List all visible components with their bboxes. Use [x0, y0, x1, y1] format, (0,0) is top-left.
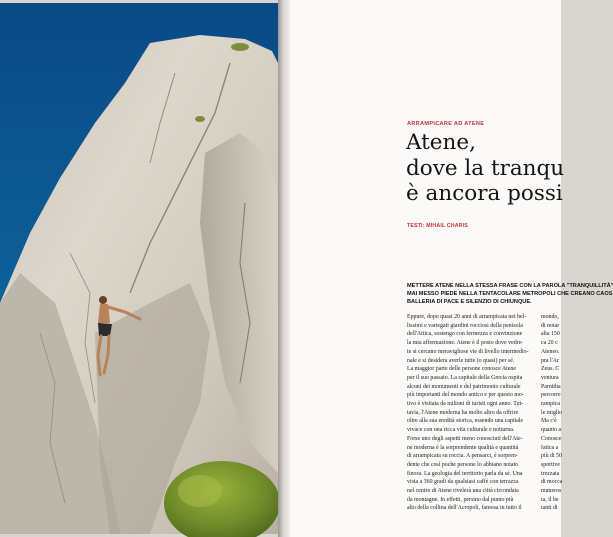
body-text-line: di notar [541, 322, 560, 329]
body-text-line: lissimi e variegati giardini rocciosi della penisola [407, 322, 523, 329]
standfirst-line: MAI MESSO PIEDE NELLA TENTACOLARE METROPOLI CHE CREANO CAOS [407, 291, 613, 298]
headline-line: Atene, [406, 130, 476, 155]
body-text-line: fatica a [541, 444, 559, 451]
body-text-line: Zeus. C [541, 366, 560, 373]
standfirst-line: BALLERIA DI PACE E SILENZIO DI CHIUNQUE. [407, 299, 532, 306]
body-text-line: oltre alla sua eredità storica, essendo una capitale [407, 418, 524, 425]
body-text-line: numeros [541, 488, 562, 495]
body-text-line: ne moderna è la sorprendente qualità e quantità [407, 444, 519, 451]
body-text-line: Ateneo. [541, 348, 560, 355]
body-text-line: tivo è visitata da milioni di turisti ogni anno. Tut- [407, 401, 524, 408]
climbing-photo [0, 3, 278, 534]
body-text-line: te si cercano meravigliose vie di livello intermedio- [407, 348, 529, 355]
body-text-line: ta, il be [541, 496, 559, 503]
body-text-line: dell'Attica, sostengo con fermezza e convinzione [407, 331, 523, 338]
body-text-line: sportive [541, 461, 560, 468]
body-text-line: più di 50 [541, 453, 562, 460]
page-gutter [278, 0, 290, 537]
body-text-line: finora. La geologia del territorio parla da sé. Una [407, 470, 523, 477]
headline-line: è ancora possi [406, 181, 563, 206]
body-text-line: nel centro di Atene rivelerà una città circondata [407, 488, 519, 495]
body-text-line: più importanti del mondo antico e per questo mo- [407, 392, 524, 399]
standfirst [407, 282, 613, 307]
body-text-line: Eppure, dopo quasi 20 anni di arrampicata nei bel- [407, 314, 527, 320]
body-text-line: trezzata [541, 470, 560, 477]
body-text-line: di arrampicata su roccia. A pensarci, è sorpren- [407, 453, 518, 460]
headline-line: dove la tranqu [406, 155, 565, 181]
body-text-line: tanti di [541, 505, 558, 512]
body-text-line: nale e si desidera averle tutte (o quasi) per sé. [407, 357, 515, 364]
body-text-line: Forse uno degli aspetti meno conosciuti dell'Ate- [407, 435, 523, 442]
body-text-line: ventura [541, 374, 559, 381]
body-text-line: per il suo passato. La capitale della Grecia ospita [407, 374, 523, 381]
body-text-line: Parnitha [541, 383, 561, 390]
body-text-line: alcuni dei monumenti e del patrimonio culturale [407, 383, 521, 390]
body-text-line: da montagne. In effetti, persino dal punto più [407, 496, 514, 503]
body-text-line: dente che così poche persone lo abbiano notato [407, 461, 519, 468]
body-text-line: Ma c'è [541, 418, 557, 425]
body-text-line: alta 150 [541, 331, 560, 338]
body-text-line: le miglio [541, 409, 563, 416]
section-kicker: ARRAMPICARE AD ATENE [407, 121, 485, 127]
body-column-1 [407, 313, 533, 513]
body-text-line: vista a 360 gradi da qualsiasi caffè con terrazza [407, 479, 519, 486]
article-page [290, 0, 613, 537]
body-text-line: alto della collina dell'Acropoli, famosa in tutto il [407, 505, 522, 512]
body-text-line: Conosce [541, 435, 562, 442]
body-text-line: vivace con una ricca vita culturale e notturna. [407, 427, 515, 434]
body-text-line: quanto a [541, 427, 562, 434]
body-text-line: mondo, [541, 314, 559, 320]
body-column-2 [541, 313, 581, 513]
body-text-line: tavia, l'Atene moderna ha molto altro da offrire [407, 409, 519, 416]
body-text-line: pra l'Ar [541, 357, 559, 364]
body-text-line: percorre [541, 392, 561, 399]
body-text-line: di mocca [541, 479, 563, 486]
article-headline [406, 130, 564, 207]
body-text-line: la mia affermazione. Atene è il posto dove vedre- [407, 340, 524, 347]
standfirst-line: METTERE ATENE NELLA STESSA FRASE CON LA PAROLA "TRANQUILLITÀ" [407, 283, 613, 289]
body-text-line: rampica [541, 401, 560, 408]
body-text-line: ca 20 c [541, 340, 558, 347]
body-text-line: La maggior parte delle persone conosce Atene [407, 366, 516, 373]
byline: TESTI: MIHAIL CHARIS [407, 223, 468, 229]
